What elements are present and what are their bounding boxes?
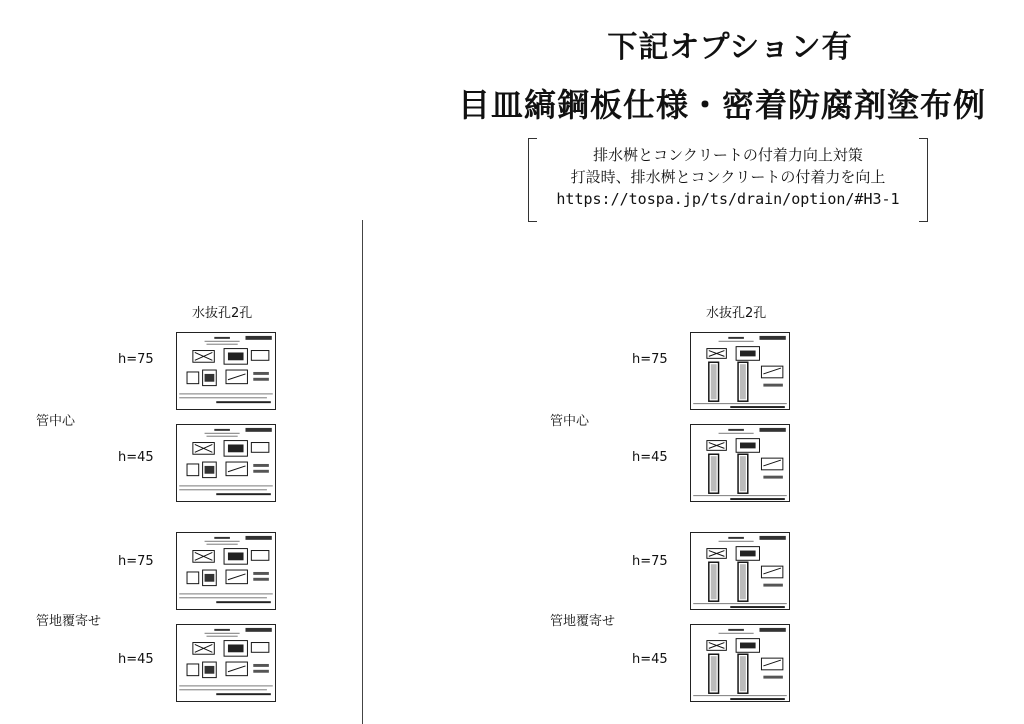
drawing-preview [177, 425, 275, 501]
drawing-preview [691, 533, 789, 609]
height-75-label: h=75 [118, 554, 154, 569]
drawing-thumbnail[interactable] [690, 532, 790, 610]
drawing-thumbnail[interactable] [176, 532, 276, 610]
drain-holes-label: 水抜孔2孔 [192, 306, 253, 321]
drawing-preview [177, 533, 275, 609]
pipe-center-label: 管中心 [36, 414, 76, 429]
height-45-label: h=45 [118, 450, 154, 465]
height-45-label: h=45 [118, 652, 154, 667]
height-75-label: h=75 [632, 352, 668, 367]
drawing-thumbnail[interactable] [690, 424, 790, 502]
drawing-thumbnail[interactable] [690, 624, 790, 702]
page-title: 下記オプション有 [607, 30, 853, 65]
drawing-thumbnail[interactable] [176, 332, 276, 410]
option-note-box [528, 138, 928, 222]
left-bracket [528, 138, 537, 222]
pipe-center-label: 管中心 [550, 414, 590, 429]
drawing-preview [691, 333, 789, 409]
drawing-thumbnail[interactable] [176, 624, 276, 702]
note-link[interactable]: https://tospa.jp/ts/drain/option/#H3-1 [556, 190, 900, 208]
height-45-label: h=45 [632, 450, 668, 465]
panel-divider [362, 220, 363, 724]
drawing-preview [177, 625, 275, 701]
height-75-label: h=75 [632, 554, 668, 569]
drawing-preview [691, 425, 789, 501]
height-75-label: h=75 [118, 352, 154, 367]
drawing-thumbnail[interactable] [690, 332, 790, 410]
drawing-thumbnail[interactable] [176, 424, 276, 502]
note-line-1: 排水桝とコンクリートの付着力向上対策 [593, 146, 863, 164]
drawing-preview [177, 333, 275, 409]
ground-side-label: 管地覆寄せ [550, 614, 616, 629]
right-bracket [919, 138, 928, 222]
note-line-2: 打設時、排水桝とコンクリートの付着力を向上 [570, 168, 886, 186]
page-subtitle: 目皿縞鋼板仕様・密着防腐剤塗布例 [457, 86, 986, 124]
height-45-label: h=45 [632, 652, 668, 667]
ground-side-label: 管地覆寄せ [36, 614, 102, 629]
drawing-preview [691, 625, 789, 701]
drain-holes-label: 水抜孔2孔 [706, 306, 767, 321]
